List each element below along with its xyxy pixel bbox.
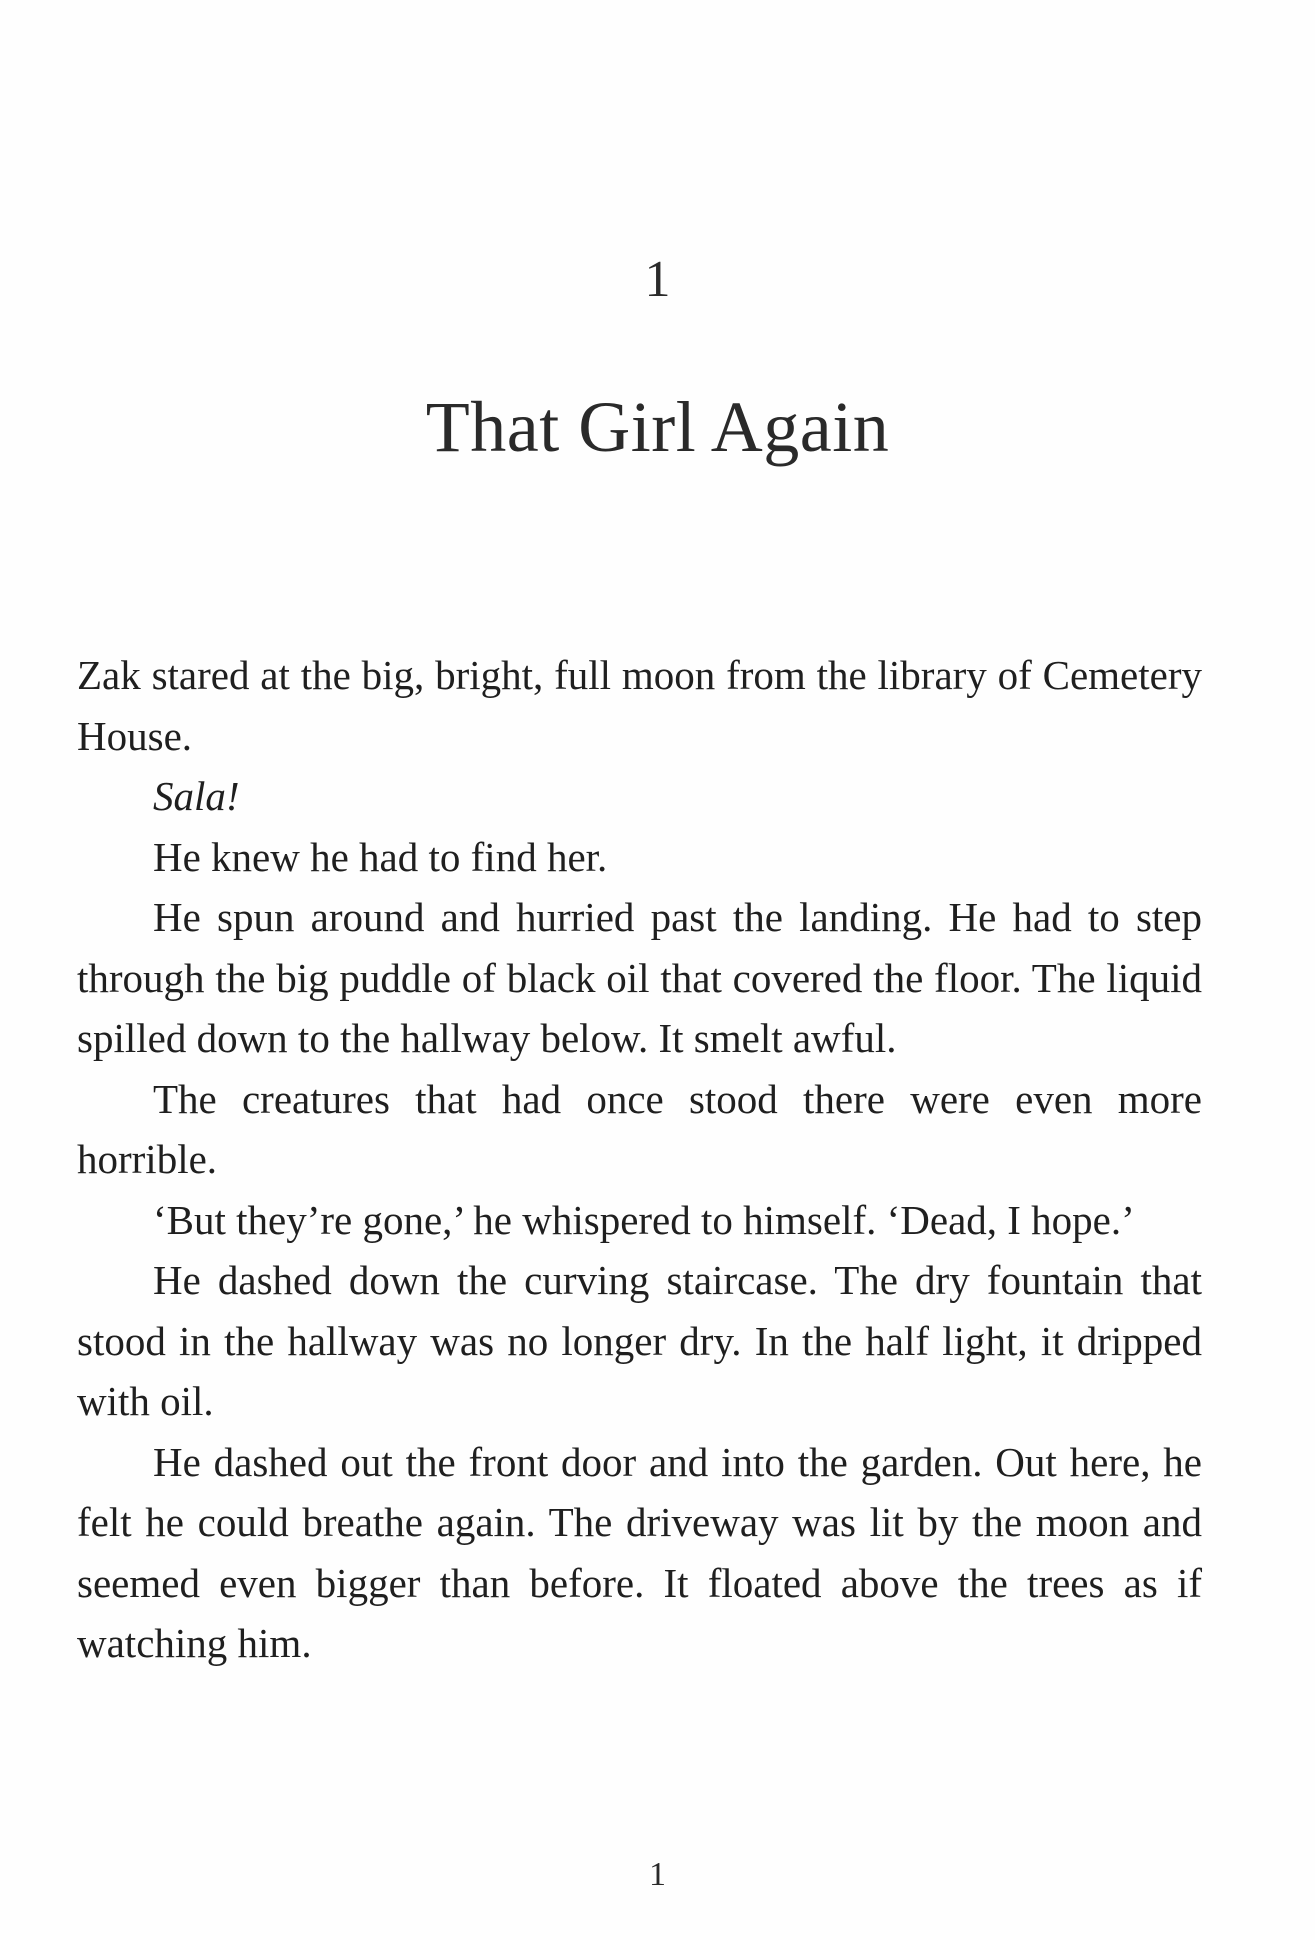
paragraph: The creatures that had once stood there were even more horrible. bbox=[77, 1075, 1202, 1182]
paragraph: He dashed out the front door and into the garden. Out here, he felt he could breathe again. The driveway was lit by the moon and seemed even bigger than before. It floated above the trees as if watching him. bbox=[77, 1438, 1202, 1666]
paragraph: He dashed down the curving staircase. The dry fountain that stood in the hallway was no longer dry. In the half light, it dripped with oil. bbox=[77, 1257, 1202, 1424]
chapter-number: 1 bbox=[644, 251, 671, 308]
paragraph: He spun around and hurried past the landing. He had to step through the big puddle of black oil that covered the floor. The liquid spilled down to the hallway below. It smelt awful. bbox=[77, 894, 1202, 1061]
chapter-body bbox=[77, 645, 1202, 1674]
paragraph: ‘But they’re gone,’ he whispered to himself. ‘Dead, I hope.’ bbox=[153, 1196, 1135, 1243]
chapter-title: That Girl Again bbox=[425, 387, 890, 467]
paragraph: Sala! bbox=[153, 773, 240, 819]
paragraph: He knew he had to find her. bbox=[153, 833, 608, 880]
page-number: 1 bbox=[649, 1856, 666, 1893]
paragraph: Zak stared at the big, bright, full moon from the library of Cemetery House. bbox=[77, 652, 1202, 759]
